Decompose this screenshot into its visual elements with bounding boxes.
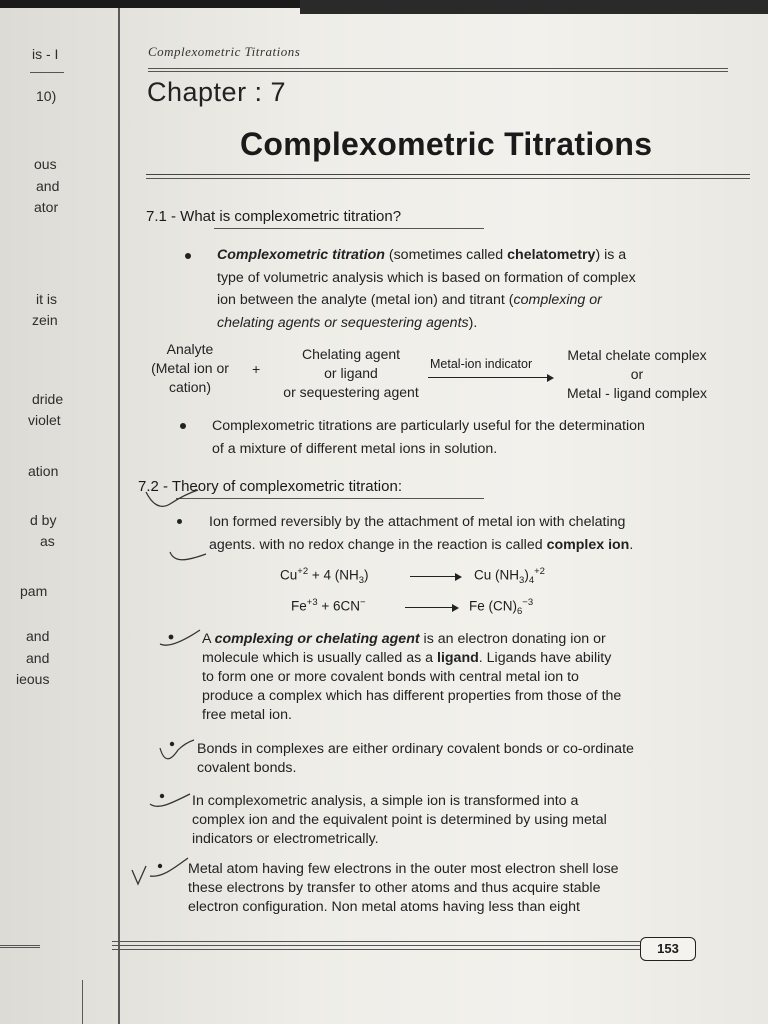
margin-fragment: ation	[28, 463, 59, 479]
margin-fragment: pam	[20, 583, 48, 599]
margin-fragment: violet	[28, 412, 61, 428]
complex-ion-paragraph: Ion formed reversibly by the attachment of metal ion with chelating agents. with no redox change in the reaction is called complex ion.	[209, 511, 633, 556]
equation-subscript: 4	[528, 575, 535, 587]
margin-fragment: dride	[32, 391, 64, 407]
equation-term: + 6CN	[317, 598, 361, 614]
margin-fragment: ieous	[16, 671, 50, 687]
page-spine-line	[118, 8, 120, 1024]
reaction-text: Analyte	[166, 341, 214, 357]
equation-iron-product	[469, 597, 533, 617]
term-complexing-agent: complexing or chelating agent	[214, 631, 420, 647]
reaction-text: or sequestering agent	[283, 384, 419, 400]
bullet-dot	[185, 253, 191, 259]
equation-subscript: 6	[517, 606, 523, 618]
margin-fragment: zein	[32, 312, 58, 328]
equation-term: Cu	[280, 567, 298, 583]
definition-text: type of volumetric analysis which is based on formation of complex	[217, 269, 636, 286]
margin-fragment: and	[36, 178, 60, 194]
chapter-title: Complexometric Titrations	[240, 126, 653, 162]
margin-rule	[30, 72, 64, 73]
equation-charge: +2	[534, 566, 545, 577]
running-header: Complexometric Titrations	[148, 44, 301, 59]
reaction-text: (Metal ion or	[151, 360, 229, 376]
term-ligand: ligand	[437, 650, 479, 666]
use-paragraph	[212, 415, 645, 460]
page-spine-line	[82, 980, 83, 1024]
reaction-text: Metal - ligand complex	[566, 385, 708, 401]
paragraph-line: these electrons by transfer to other atoms and thus acquire stable	[188, 880, 601, 896]
title-rule	[146, 174, 750, 175]
reaction-text: or ligand	[324, 365, 378, 381]
margin-fragment: is - I	[32, 46, 59, 62]
section-heading-text: 7.2 - Theory of complexometric titration:	[138, 478, 402, 495]
paragraph-line: Ion formed reversibly by the attachment of metal ion with chelating	[209, 514, 626, 530]
page-top-edge-shadow	[300, 0, 768, 14]
plus-sign: +	[252, 361, 261, 377]
paragraph-line: Bonds in complexes are either ordinary covalent bonds or co-ordinate	[197, 741, 634, 757]
equation-charge: −	[360, 597, 366, 608]
paragraph-line: Metal atom having few electrons in the outer most electron shell lose	[188, 861, 619, 877]
equation-arrow	[405, 607, 457, 608]
paragraph-line: covalent bonds.	[197, 760, 297, 776]
paragraph-line: indicators or electrometrically.	[192, 831, 379, 847]
metal-paragraph	[188, 860, 619, 917]
equation-charge: +2	[297, 566, 309, 577]
heading-underline	[214, 228, 484, 229]
paragraph-line: produce a complex which has different properties from those of the	[202, 688, 622, 704]
reaction-text: or	[630, 366, 644, 382]
handwritten-check-mark	[142, 488, 202, 512]
reaction-product	[552, 346, 722, 403]
footer-rule	[112, 941, 640, 942]
margin-fragment: ator	[34, 199, 59, 215]
equation-term: Cu (NH	[474, 567, 520, 583]
handwritten-tick	[168, 548, 208, 566]
margin-rule	[0, 945, 40, 948]
margin-fragment: d by	[30, 512, 57, 528]
paragraph-line: agents. with no redox change in the reaction is called	[209, 536, 547, 553]
reaction-analyte	[140, 340, 240, 397]
paragraph-line: of a mixture of different metal ions in solution.	[212, 440, 498, 457]
paragraph-line: In complexometric analysis, a simple ion is transformed into a	[192, 793, 579, 809]
handwritten-check-mark	[128, 856, 190, 890]
equation-subscript: 3	[519, 575, 525, 587]
margin-fragment: and	[26, 650, 50, 666]
equation-term: )	[524, 567, 529, 583]
definition-text: ).	[468, 314, 478, 331]
analysis-paragraph	[192, 792, 607, 849]
margin-fragment: ous	[34, 156, 57, 172]
equation-charge: +3	[306, 597, 318, 608]
page-number: 153	[640, 937, 696, 961]
equation-charge: −3	[522, 597, 534, 608]
margin-fragment: it is	[36, 291, 57, 307]
term-chelatometry: chelatometry	[507, 247, 596, 263]
definition-text: (sometimes called	[384, 247, 508, 263]
bullet-dot	[177, 519, 182, 524]
definition-paragraph	[217, 244, 636, 334]
bonds-paragraph	[197, 740, 634, 778]
arrow-label: Metal-ion indicator	[430, 357, 533, 371]
margin-fragment: and	[26, 628, 50, 644]
equation-copper-product	[474, 566, 545, 586]
heading-underline	[176, 498, 484, 499]
margin-fragment: 10)	[36, 88, 57, 104]
ligand-paragraph: A complexing or chelating agent is an electron donating ion or molecule which is usually called as a ligand. Ligands have ability to form one or more covalent bonds with central metal ion to produce a complex which has different properties from those of the free metal ion.	[202, 631, 622, 723]
definition-emphasis: chelating agents or sequestering agents	[217, 314, 469, 331]
paragraph-line: free metal ion.	[202, 707, 292, 723]
paragraph-line: electron configuration. Non metal atoms having less than eight	[188, 899, 580, 915]
margin-fragment: as	[40, 533, 55, 549]
handwritten-check-mark	[146, 790, 192, 812]
reaction-chelating-agent	[266, 345, 436, 402]
reaction-text: Metal chelate complex	[567, 347, 707, 363]
equation-term: Fe	[291, 598, 307, 614]
equation-iron	[291, 597, 366, 614]
equation-term: Fe (CN)	[469, 598, 517, 614]
reaction-arrow	[428, 377, 552, 378]
definition-text: ) is a	[595, 247, 627, 263]
paragraph-line: to form one or more covalent bonds with central metal ion to	[202, 669, 579, 685]
equation-term: + 4 (NH	[308, 567, 359, 583]
equation-copper	[280, 566, 369, 586]
reaction-text: Chelating agent	[301, 346, 401, 362]
term-complexometric-titration: Complexometric titration	[217, 247, 385, 263]
handwritten-check-mark	[156, 628, 202, 650]
bullet-dot	[180, 423, 186, 429]
equation-arrow	[410, 576, 460, 577]
header-rule	[148, 68, 728, 69]
header-rule	[148, 71, 728, 72]
term-complex-ion: complex ion	[546, 536, 630, 553]
footer-rule	[112, 945, 640, 946]
paragraph-line: complex ion and the equivalent point is determined by using metal	[192, 812, 607, 828]
section-heading	[146, 208, 401, 225]
definition-text: ion between the analyte (metal ion) and titrant (	[217, 292, 514, 308]
reaction-text: cation)	[168, 379, 212, 395]
equation-subscript: 3	[358, 575, 365, 587]
chapter-label: Chapter : 7	[147, 77, 287, 107]
handwritten-check-mark	[156, 738, 196, 766]
definition-emphasis: complexing or	[513, 292, 602, 308]
section-heading-text: 7.1 - What is complexometric titration?	[146, 208, 402, 225]
footer-rule	[112, 949, 640, 950]
paragraph-line: Complexometric titrations are particularly useful for the determination	[212, 418, 645, 434]
equation-term: )	[364, 567, 369, 583]
title-rule	[146, 178, 750, 179]
